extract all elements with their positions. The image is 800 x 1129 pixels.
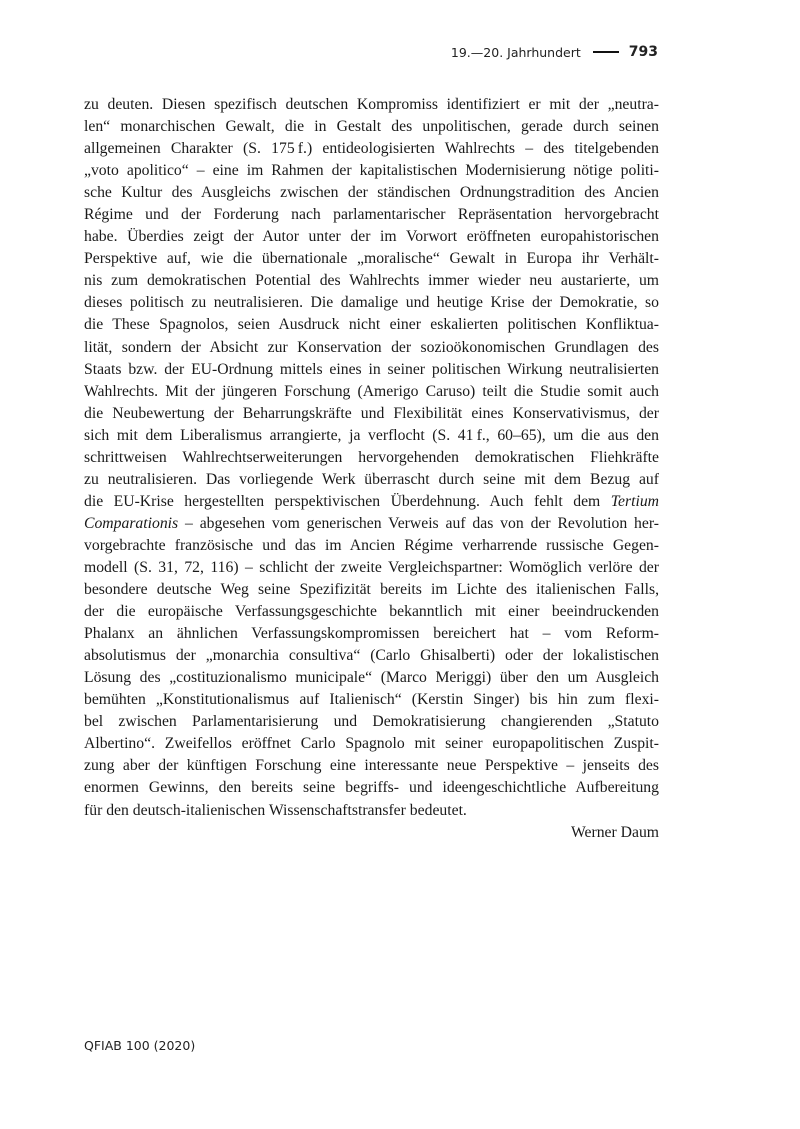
text-line: dieses politisch zu neutralisieren. Die damalige und heutige Krise der Demokratie, so: [84, 294, 659, 312]
text-line: Comparationis – abgesehen vom generischen Verweis auf das von der Revolution her-: [84, 514, 659, 532]
text-line: zung aber der künftigen Forschung eine interessante neue Perspektive – jenseits des: [84, 757, 659, 775]
text-line: bemühten „Konstitutionalismus auf Italienisch“ (Kerstin Singer) bis hin zum flexi-: [84, 691, 659, 709]
reviewer-signature: Werner Daum: [570, 823, 659, 841]
text-line: bel zwischen Parlamentarisierung und Demokratisierung changierenden „Statuto: [84, 713, 659, 731]
text-line: schrittweisen Wahlrechtserweiterungen hervorgehenden demokratischen Fliehkräfte: [84, 448, 659, 466]
text-line: die Neubewertung der Beharrungskräfte und Flexibilität eines Konservativismus, der: [84, 404, 659, 422]
text-line: lität, sondern der Absicht zur Konservation der sozioökonomischen Grundlagen des: [84, 338, 659, 356]
text-line: nis zum demokratischen Potential des Wahlrechts immer wieder neu austarierte, um: [84, 272, 659, 290]
text-line: modell (S. 31, 72, 116) – schlicht der zweite Vergleichspartner: Womöglich verlöre der: [84, 558, 659, 576]
text-line: die EU-Krise hergestellten perspektivischen Überdehnung. Auch fehlt dem Tertium: [84, 492, 659, 510]
text-line: die These Spagnolos, seien Ausdruck nicht einer eskalierten politischen Konfliktua-: [84, 316, 659, 334]
text-line: len“ monarchischen Gewalt, die in Gestalt des unpolitischen, gerade durch seinen: [84, 118, 659, 136]
page-number: 793: [628, 44, 658, 60]
text-line: der die europäische Verfassungsgeschichte bekanntlich mit einer beeindruckenden: [84, 603, 659, 621]
text-line: besondere deutsche Weg seine Spezifizität bereits im Lichte des italienischen Falls,: [84, 581, 659, 599]
text-line: Perspektive auf, wie die übernationale „moralische“ Gewalt in Europa ihr Verhält-: [84, 250, 659, 268]
review-body: [84, 94, 659, 844]
text-line: Régime und der Forderung nach parlamentarischer Repräsentation hervorgebracht: [84, 206, 659, 224]
text-line: Lösung des „costituzionalismo municipale“ (Marco Meriggi) über den um Ausgleich: [84, 669, 659, 687]
text-line: für den deutsch-italienischen Wissenschaftstransfer bedeutet.: [84, 801, 467, 819]
running-title: 19.—20. Jahrhundert: [450, 44, 581, 60]
text-line: Albertino“. Zweifellos eröffnet Carlo Spagnolo mit seiner europapolitischen Zuspit-: [84, 735, 659, 753]
text-line: zu deuten. Diesen spezifisch deutschen Kompromiss identifiziert er mit der „neutra-: [84, 96, 659, 113]
text-line: vorgebrachte französische und das im Ancien Régime verharrende russische Gegen-: [84, 536, 659, 554]
header-rule: [593, 51, 619, 54]
running-head: [451, 44, 658, 60]
text-line: „voto apolitico“ – eine im Rahmen der kapitalistischen Modernisierung nötige politi-: [84, 162, 659, 180]
text-line: sche Kultur des Ausgleichs zwischen der ständischen Ordnungstradition des Ancien: [84, 184, 659, 202]
text-line: sich mit dem Liberalismus arrangierte, ja verflocht (S. 41 f., 60–65), um die aus den: [84, 426, 659, 444]
journal-footer: QFIAB 100 (2020): [84, 1038, 196, 1053]
text-line: Staats bzw. der EU-Ordnung mittels eines in seiner politischen Wirkung neutralisierten: [84, 360, 659, 378]
text-line: habe. Überdies zeigt der Autor unter der im Vorwort eröffneten europahistorischen: [84, 228, 659, 246]
text-line: absolutismus der „monarchia consultiva“ (Carlo Ghisalberti) oder der lokalistischen: [84, 647, 659, 665]
text-line: allgemeinen Charakter (S. 175 f.) entideologisierten Wahlrechts – des titelgebenden: [84, 140, 659, 158]
text-line: zu neutralisieren. Das vorliegende Werk überrascht durch seine mit dem Bezug auf: [84, 470, 659, 488]
text-line: Wahlrechts. Mit der jüngeren Forschung (Amerigo Caruso) teilt die Studie somit auch: [84, 382, 659, 400]
text-line: enormen Gewinns, den bereits seine begriffs- und ideengeschichtliche Aufbereitung: [84, 779, 659, 797]
text-line: Phalanx an ähnlichen Verfassungskompromissen bereichert hat – vom Reform-: [84, 625, 659, 643]
